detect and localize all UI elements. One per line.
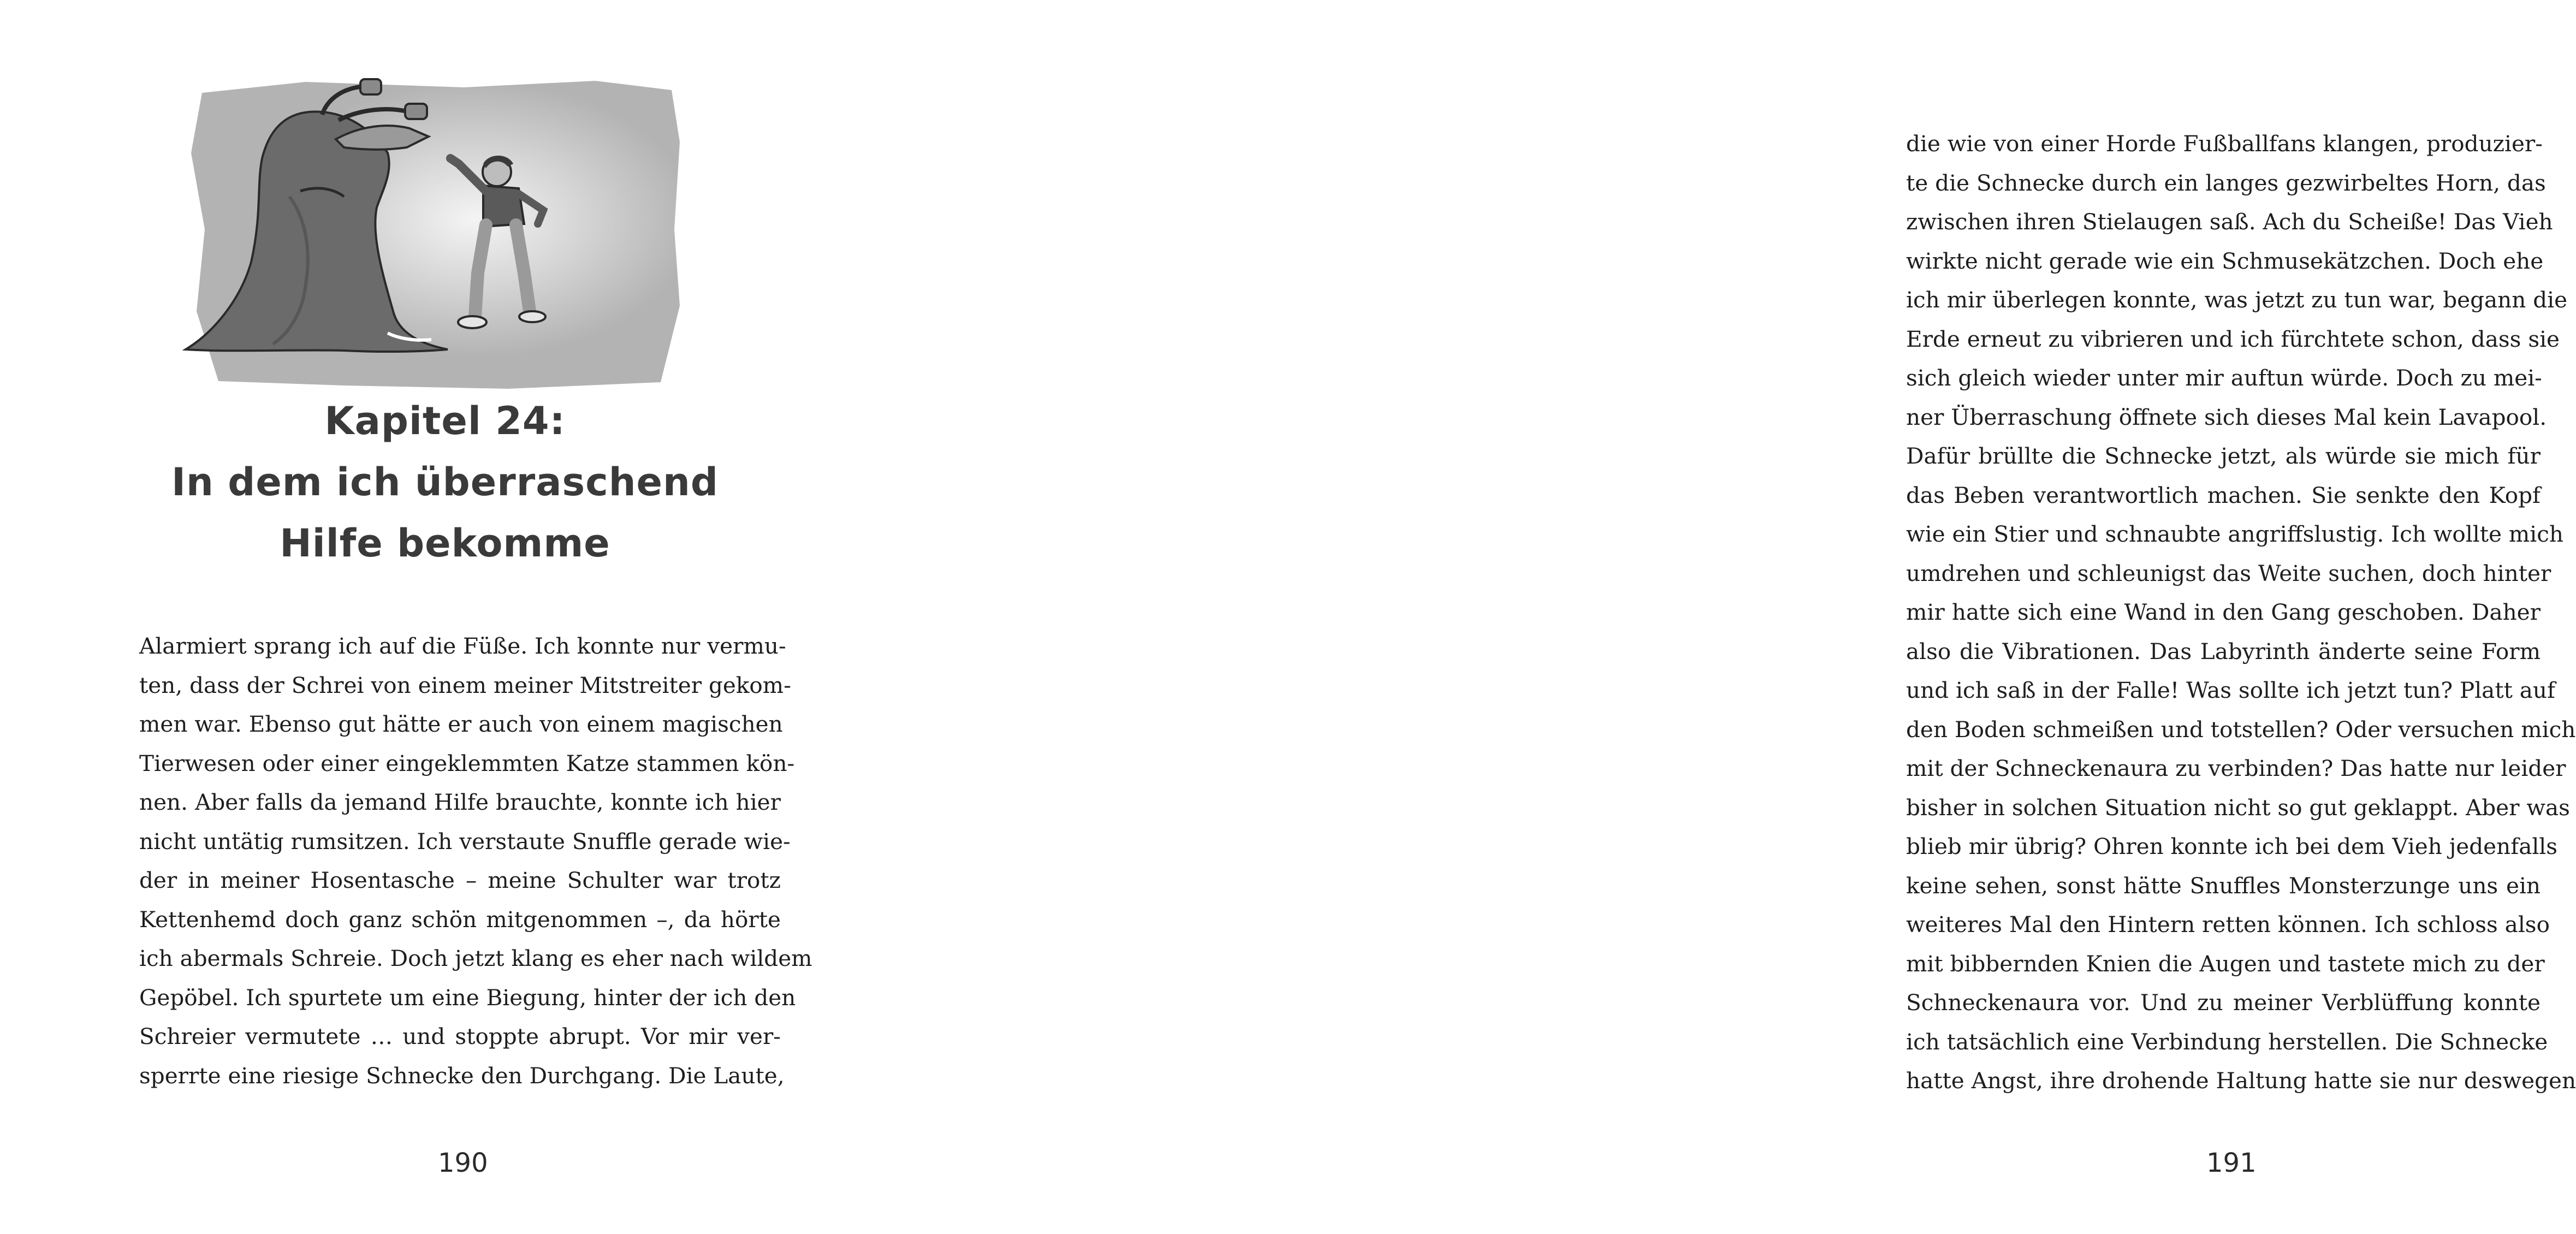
text-line: wirkte nicht gerade wie ein Schmusekätzchen. Doch ehe [1906, 247, 2544, 274]
text-line: sich gleich wieder unter mir auftun würde. Doch zu mei- [1906, 365, 2542, 391]
page-number: 190 [438, 1148, 488, 1178]
right-body-text [1906, 124, 2576, 1101]
chapter-title-line: In dem ich überraschend [171, 460, 719, 505]
text-line: Tierwesen oder einer eingeklemmten Katze stammen kön- [139, 750, 795, 776]
text-line: umdrehen und schleunigst das Weite suchen, doch hinter [1906, 560, 2551, 586]
text-line: nen. Aber falls da jemand Hilfe brauchte, konnte ich hier [139, 789, 781, 815]
text-line: Schreier vermutete … und stoppte abrupt. Vor mir ver- [139, 1023, 781, 1049]
text-line: der in meiner Hosentasche – meine Schulter war trotz [139, 867, 781, 893]
page-number: 191 [2206, 1148, 2257, 1178]
right-page [891, 0, 2576, 1234]
text-line: Gepöbel. Ich spurtete um eine Biegung, hinter der ich den [139, 984, 796, 1011]
chapter-title-line: Hilfe bekomme [280, 521, 610, 566]
text-line: ich abermals Schreie. Doch jetzt klang es eher nach wildem [139, 945, 812, 971]
text-line: das Beben verantwortlich machen. Sie senkte den Kopf [1906, 482, 2541, 508]
text-line: Alarmiert sprang ich auf die Füße. Ich konnte nur vermu- [139, 633, 786, 659]
text-line: te die Schnecke durch ein langes gezwirbeltes Horn, das [1906, 169, 2546, 196]
text-line: Kettenhemd doch ganz schön mitgenommen –, da hörte [139, 906, 781, 933]
text-line: blieb mir übrig? Ohren konnte ich bei dem Vieh jedenfalls [1906, 833, 2558, 859]
chapter-title [131, 390, 759, 574]
text-line: also die Vibrationen. Das Labyrinth änderte seine Form [1906, 638, 2541, 665]
text-line: Schneckenaura vor. Und zu meiner Verblüffung konnte [1906, 989, 2541, 1016]
text-line: zwischen ihren Stielaugen saß. Ach du Scheiße! Das Vieh [1906, 209, 2553, 235]
text-line: und ich saß in der Falle! Was sollte ich jetzt tun? Platt auf [1906, 677, 2555, 703]
text-line: ten, dass der Schrei von einem meiner Mitstreiter gekom- [139, 672, 791, 698]
text-line: weiteres Mal den Hintern retten können. Ich schloss also [1906, 911, 2550, 938]
text-line: wie ein Stier und schnaubte angriffslustig. Ich wollte mich [1906, 521, 2563, 547]
text-line: ich tatsächlich eine Verbindung herstellen. Die Schnecke [1906, 1028, 2548, 1055]
text-line: bisher in solchen Situation nicht so gut geklappt. Aber was [1906, 794, 2570, 821]
left-body-text [139, 627, 812, 1095]
text-line: keine sehen, sonst hätte Snuffles Monsterzunge uns ein [1906, 872, 2541, 899]
text-line: hatte Angst, ihre drohende Haltung hatte sie nur deswegen [1906, 1067, 2576, 1094]
text-line: ner Überraschung öffnete sich dieses Mal kein Lavapool. [1906, 404, 2547, 430]
text-line: men war. Ebenso gut hätte er auch von einem magischen [139, 711, 783, 737]
left-page [0, 0, 891, 1234]
text-line: mir hatte sich eine Wand in den Gang geschoben. Daher [1906, 599, 2541, 625]
text-line: nicht untätig rumsitzen. Ich verstaute Snuffle gerade wie- [139, 828, 791, 855]
text-line: sperrte eine riesige Schnecke den Durchgang. Die Laute, [139, 1062, 785, 1089]
chapter-title-line: Kapitel 24: [324, 399, 566, 443]
text-line: Dafür brüllte die Schnecke jetzt, als würde sie mich für [1906, 443, 2541, 469]
text-line: ich mir überlegen konnte, was jetzt zu tun war, begann die [1906, 287, 2568, 313]
text-line: Erde erneut zu vibrieren und ich fürchtete schon, dass sie [1906, 325, 2560, 352]
text-line: die wie von einer Horde Fußballfans klangen, produzier- [1906, 130, 2543, 157]
text-line: mit bibbernden Knien die Augen und tastete mich zu der [1906, 950, 2545, 977]
text-line: mit der Schneckenaura zu verbinden? Das hatte nur leider [1906, 755, 2566, 781]
chapter-illustration [180, 76, 699, 393]
text-line: den Boden schmeißen und totstellen? Oder versuchen mich [1906, 716, 2576, 743]
